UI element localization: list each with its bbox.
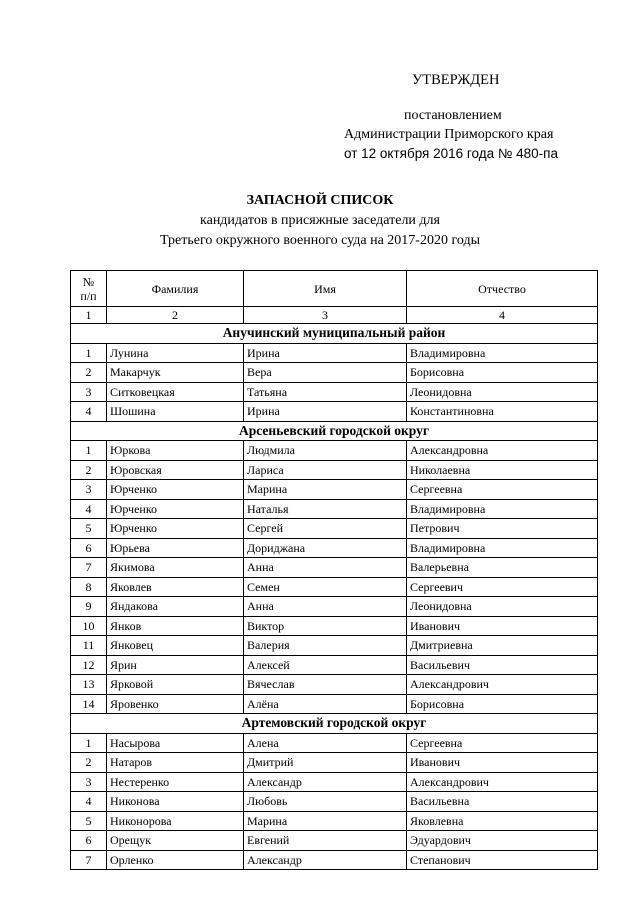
col-surname-header: Фамилия: [107, 271, 244, 307]
table-row: [71, 675, 598, 695]
patronymic-cell: Владимировна: [407, 538, 598, 558]
district-row: [71, 324, 598, 344]
row-number: 2: [71, 363, 107, 383]
surname-cell: Юрченко: [107, 499, 244, 519]
document-subtitle-2: Третьего окружного военного суда на 2017-2020 годы: [160, 233, 480, 248]
row-number: 11: [71, 636, 107, 656]
table-row: [71, 792, 598, 812]
surname-cell: Ярковой: [107, 675, 244, 695]
first-name-cell: Сергей: [244, 519, 407, 539]
row-number: 5: [71, 811, 107, 831]
district-name: Анучинский муниципальный район: [71, 324, 598, 344]
row-number: 4: [71, 402, 107, 422]
surname-cell: Орленко: [107, 850, 244, 870]
surname-cell: Насырова: [107, 733, 244, 753]
table-row: [71, 363, 598, 383]
patronymic-cell: Леонидовна: [407, 597, 598, 617]
patronymic-cell: Васильевич: [407, 655, 598, 675]
table-row: [71, 441, 598, 461]
col-patronymic-header: Отчество: [407, 271, 598, 307]
patronymic-cell: Константиновна: [407, 402, 598, 422]
table-row: [71, 558, 598, 578]
first-name-cell: Лариса: [244, 460, 407, 480]
table-row: [71, 636, 598, 656]
first-name-cell: Марина: [244, 480, 407, 500]
first-name-cell: Дориджана: [244, 538, 407, 558]
first-name-cell: Семен: [244, 577, 407, 597]
table-row: [71, 733, 598, 753]
district-name: Арсеньевский городской округ: [71, 421, 598, 441]
table-row: [71, 460, 598, 480]
patronymic-cell: Дмитриевна: [407, 636, 598, 656]
first-name-cell: Любовь: [244, 792, 407, 812]
col-index-2: 2: [107, 307, 244, 324]
district-row: [71, 714, 598, 734]
first-name-cell: Валерия: [244, 636, 407, 656]
col-name-header: Имя: [244, 271, 407, 307]
resolution-line-2: Администрации Приморского края: [344, 127, 554, 142]
table-row: [71, 577, 598, 597]
surname-cell: Яковлев: [107, 577, 244, 597]
surname-cell: Янков: [107, 616, 244, 636]
table-row: [71, 850, 598, 870]
first-name-cell: Анна: [244, 597, 407, 617]
first-name-cell: Наталья: [244, 499, 407, 519]
patronymic-cell: Эдуардович: [407, 831, 598, 851]
candidates-table: [70, 270, 598, 870]
patronymic-cell: Александрович: [407, 675, 598, 695]
first-name-cell: Анна: [244, 558, 407, 578]
first-name-cell: Ирина: [244, 402, 407, 422]
surname-cell: Юрьева: [107, 538, 244, 558]
first-name-cell: Алена: [244, 733, 407, 753]
first-name-cell: Алёна: [244, 694, 407, 714]
patronymic-cell: Владимировна: [407, 343, 598, 363]
patronymic-cell: Яковлевна: [407, 811, 598, 831]
table-row: [71, 811, 598, 831]
first-name-cell: Марина: [244, 811, 407, 831]
row-number: 10: [71, 616, 107, 636]
table-row: [71, 655, 598, 675]
patronymic-cell: Петрович: [407, 519, 598, 539]
first-name-cell: Дмитрий: [244, 753, 407, 773]
table-row: [71, 694, 598, 714]
surname-cell: Юркова: [107, 441, 244, 461]
row-number: 4: [71, 499, 107, 519]
col-index-4: 4: [407, 307, 598, 324]
surname-cell: Ярин: [107, 655, 244, 675]
patronymic-cell: Борисовна: [407, 694, 598, 714]
first-name-cell: Людмила: [244, 441, 407, 461]
district-name: Артемовский городской округ: [71, 714, 598, 734]
surname-cell: Яндакова: [107, 597, 244, 617]
surname-cell: Орещук: [107, 831, 244, 851]
patronymic-cell: Иванович: [407, 753, 598, 773]
table-row: [71, 519, 598, 539]
row-number: 3: [71, 772, 107, 792]
table-row: [71, 343, 598, 363]
row-number: 4: [71, 792, 107, 812]
surname-cell: Нестеренко: [107, 772, 244, 792]
row-number: 3: [71, 382, 107, 402]
surname-cell: Никонорова: [107, 811, 244, 831]
first-name-cell: Вячеслав: [244, 675, 407, 695]
first-name-cell: Вера: [244, 363, 407, 383]
patronymic-cell: Александрович: [407, 772, 598, 792]
row-number: 9: [71, 597, 107, 617]
row-number: 3: [71, 480, 107, 500]
table-header-row: [71, 271, 598, 307]
table-row: [71, 382, 598, 402]
row-number: 5: [71, 519, 107, 539]
surname-cell: Юрченко: [107, 480, 244, 500]
surname-cell: Шошина: [107, 402, 244, 422]
table-row: [71, 538, 598, 558]
first-name-cell: Татьяна: [244, 382, 407, 402]
table-row: [71, 402, 598, 422]
surname-cell: Ситковецкая: [107, 382, 244, 402]
surname-cell: Янковец: [107, 636, 244, 656]
patronymic-cell: Леонидовна: [407, 382, 598, 402]
patronymic-cell: Васильевна: [407, 792, 598, 812]
first-name-cell: Виктор: [244, 616, 407, 636]
row-number: 2: [71, 753, 107, 773]
row-number: 2: [71, 460, 107, 480]
col-number-header: № п/п: [71, 271, 107, 307]
resolution-line-3: от 12 октября 2016 года № 480-па: [344, 146, 558, 161]
patronymic-cell: Сергеевна: [407, 480, 598, 500]
surname-cell: Якимова: [107, 558, 244, 578]
first-name-cell: Александр: [244, 850, 407, 870]
resolution-line-1: постановлением: [404, 108, 502, 123]
surname-cell: Никонова: [107, 792, 244, 812]
table-row: [71, 480, 598, 500]
table-row: [71, 772, 598, 792]
row-number: 8: [71, 577, 107, 597]
table-body: [71, 324, 598, 870]
first-name-cell: Ирина: [244, 343, 407, 363]
surname-cell: Макарчук: [107, 363, 244, 383]
row-number: 1: [71, 343, 107, 363]
patronymic-cell: Сергеевна: [407, 733, 598, 753]
table-row: [71, 499, 598, 519]
surname-cell: Юрченко: [107, 519, 244, 539]
table-row: [71, 597, 598, 617]
row-number: 1: [71, 441, 107, 461]
table-row: [71, 753, 598, 773]
col-index-1: 1: [71, 307, 107, 324]
row-number: 7: [71, 850, 107, 870]
surname-cell: Юровская: [107, 460, 244, 480]
surname-cell: Лунина: [107, 343, 244, 363]
column-index-row: [71, 307, 598, 324]
document-subtitle-1: кандидатов в присяжные заседатели для: [200, 213, 440, 228]
table-row: [71, 616, 598, 636]
patronymic-cell: Борисовна: [407, 363, 598, 383]
row-number: 13: [71, 675, 107, 695]
patronymic-cell: Владимировна: [407, 499, 598, 519]
surname-cell: Яровенко: [107, 694, 244, 714]
table-row: [71, 831, 598, 851]
first-name-cell: Александр: [244, 772, 407, 792]
row-number: 6: [71, 538, 107, 558]
patronymic-cell: Иванович: [407, 616, 598, 636]
row-number: 14: [71, 694, 107, 714]
row-number: 12: [71, 655, 107, 675]
patronymic-cell: Николаевна: [407, 460, 598, 480]
row-number: 6: [71, 831, 107, 851]
patronymic-cell: Валерьевна: [407, 558, 598, 578]
patronymic-cell: Степанович: [407, 850, 598, 870]
document-title: ЗАПАСНОЙ СПИСОК: [246, 193, 394, 208]
patronymic-cell: Александровна: [407, 441, 598, 461]
patronymic-cell: Сергеевич: [407, 577, 598, 597]
approved-stamp: УТВЕРЖДЕН: [412, 72, 500, 88]
row-number: 1: [71, 733, 107, 753]
district-row: [71, 421, 598, 441]
first-name-cell: Алексей: [244, 655, 407, 675]
row-number: 7: [71, 558, 107, 578]
first-name-cell: Евгений: [244, 831, 407, 851]
col-index-3: 3: [244, 307, 407, 324]
surname-cell: Натаров: [107, 753, 244, 773]
